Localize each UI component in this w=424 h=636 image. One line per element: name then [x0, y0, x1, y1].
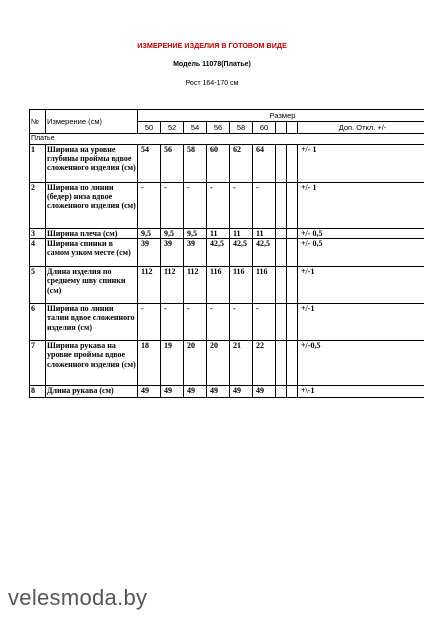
- size-value: 42,5: [230, 239, 253, 267]
- header-number: №: [30, 110, 46, 134]
- size-value: [276, 239, 287, 267]
- size-value: 60: [207, 145, 230, 183]
- table-row: [30, 386, 424, 398]
- tolerance-value: +/-0,5: [298, 341, 424, 386]
- table-row: [30, 145, 424, 183]
- size-value: 49: [161, 386, 184, 398]
- table-row: [30, 229, 424, 239]
- tolerance-value: +/- 1: [298, 183, 424, 229]
- size-value: 11: [207, 229, 230, 239]
- size-value: 20: [207, 341, 230, 386]
- table-row: [30, 341, 424, 386]
- row-number: 2: [30, 183, 46, 229]
- row-number: 8: [30, 386, 46, 398]
- section-label: Платье: [30, 134, 424, 145]
- size-value: [276, 341, 287, 386]
- size-value: [287, 341, 298, 386]
- size-value: 54: [138, 145, 161, 183]
- document-title: ИЗМЕРЕНИЕ ИЗДЕЛИЯ В ГОТОВОМ ВИДЕ: [137, 41, 287, 50]
- size-value: [287, 267, 298, 304]
- size-value: 112: [161, 267, 184, 304]
- size-value: -: [230, 183, 253, 229]
- size-value: [287, 183, 298, 229]
- row-number: 4: [30, 239, 46, 267]
- size-value: 62: [230, 145, 253, 183]
- size-value: -: [207, 304, 230, 341]
- size-value: 39: [184, 239, 207, 267]
- size-header: 54: [184, 122, 207, 134]
- measurement-name: Длина изделия по среднему шву спинки (см): [46, 267, 138, 304]
- size-value: 39: [161, 239, 184, 267]
- height-range: Рост 164-170 см: [185, 80, 239, 87]
- size-value: 112: [138, 267, 161, 304]
- table-row: [30, 239, 424, 267]
- size-header: [287, 122, 298, 134]
- size-value: 116: [207, 267, 230, 304]
- header-size: Размер: [138, 110, 424, 122]
- size-header: 50: [138, 122, 161, 134]
- size-value: 56: [161, 145, 184, 183]
- header-tolerance: Доп. Откл. +/-: [298, 122, 424, 134]
- size-value: -: [161, 183, 184, 229]
- row-number: 5: [30, 267, 46, 304]
- size-value: [276, 183, 287, 229]
- table-row: [30, 267, 424, 304]
- size-header: 58: [230, 122, 253, 134]
- size-value: -: [230, 304, 253, 341]
- size-value: [276, 304, 287, 341]
- row-number: 3: [30, 229, 46, 239]
- size-value: 11: [253, 229, 276, 239]
- row-number: 1: [30, 145, 46, 183]
- tolerance-value: +/-1: [298, 267, 424, 304]
- size-value: [287, 304, 298, 341]
- size-value: 20: [184, 341, 207, 386]
- measurement-name: Длина рукава (см): [46, 386, 138, 398]
- size-value: 49: [253, 386, 276, 398]
- tolerance-value: +/- 0,5: [298, 239, 424, 267]
- size-value: 49: [230, 386, 253, 398]
- size-value: 19: [161, 341, 184, 386]
- tolerance-value: +/- 1: [298, 145, 424, 183]
- measurements-table: [29, 109, 424, 398]
- size-value: 112: [184, 267, 207, 304]
- size-value: 58: [184, 145, 207, 183]
- size-header: 52: [161, 122, 184, 134]
- size-value: [276, 145, 287, 183]
- size-value: 116: [253, 267, 276, 304]
- size-value: 49: [207, 386, 230, 398]
- size-value: 9,5: [184, 229, 207, 239]
- size-value: 9,5: [161, 229, 184, 239]
- tolerance-value: +\-1: [298, 386, 424, 398]
- size-value: [287, 239, 298, 267]
- watermark: velesmoda.by: [8, 585, 148, 610]
- size-value: -: [138, 183, 161, 229]
- size-value: 11: [230, 229, 253, 239]
- size-value: -: [184, 304, 207, 341]
- size-value: 42,5: [207, 239, 230, 267]
- size-value: -: [207, 183, 230, 229]
- size-value: [287, 386, 298, 398]
- size-value: -: [253, 304, 276, 341]
- size-value: 116: [230, 267, 253, 304]
- size-value: -: [138, 304, 161, 341]
- size-value: 49: [138, 386, 161, 398]
- size-value: 21: [230, 341, 253, 386]
- size-value: [276, 386, 287, 398]
- measurement-name: Ширина на уровне глубины проймы вдвое сложенного изделия (см): [46, 145, 138, 183]
- size-value: 64: [253, 145, 276, 183]
- size-value: -: [184, 183, 207, 229]
- size-value: 42,5: [253, 239, 276, 267]
- size-value: -: [161, 304, 184, 341]
- tolerance-value: +/-1: [298, 304, 424, 341]
- measurement-name: Ширина по линии талии вдвое сложенного изделия (см): [46, 304, 138, 341]
- row-number: 6: [30, 304, 46, 341]
- size-value: 18: [138, 341, 161, 386]
- size-value: [276, 267, 287, 304]
- size-value: 22: [253, 341, 276, 386]
- table-row: [30, 183, 424, 229]
- measurement-name: Ширина по линии (бедер) низа вдвое сложенного изделия (см): [46, 183, 138, 229]
- tolerance-value: +/- 0,5: [298, 229, 424, 239]
- size-value: -: [253, 183, 276, 229]
- size-value: 39: [138, 239, 161, 267]
- header-measurement: Измерение (см): [46, 110, 138, 134]
- size-header: [276, 122, 287, 134]
- model-name: Модель 11078(Платье): [173, 61, 251, 68]
- measurement-name: Ширина спинки в самом узком месте (см): [46, 239, 138, 267]
- size-value: [287, 229, 298, 239]
- measurement-name: Ширина плеча (см): [46, 229, 138, 239]
- table-row: [30, 304, 424, 341]
- size-value: 49: [184, 386, 207, 398]
- size-header: 60: [253, 122, 276, 134]
- measurement-name: Ширина рукава на уровне проймы вдвое сложенного изделия (см): [46, 341, 138, 386]
- size-value: 9,5: [138, 229, 161, 239]
- row-number: 7: [30, 341, 46, 386]
- size-value: [276, 229, 287, 239]
- size-value: [287, 145, 298, 183]
- size-header: 56: [207, 122, 230, 134]
